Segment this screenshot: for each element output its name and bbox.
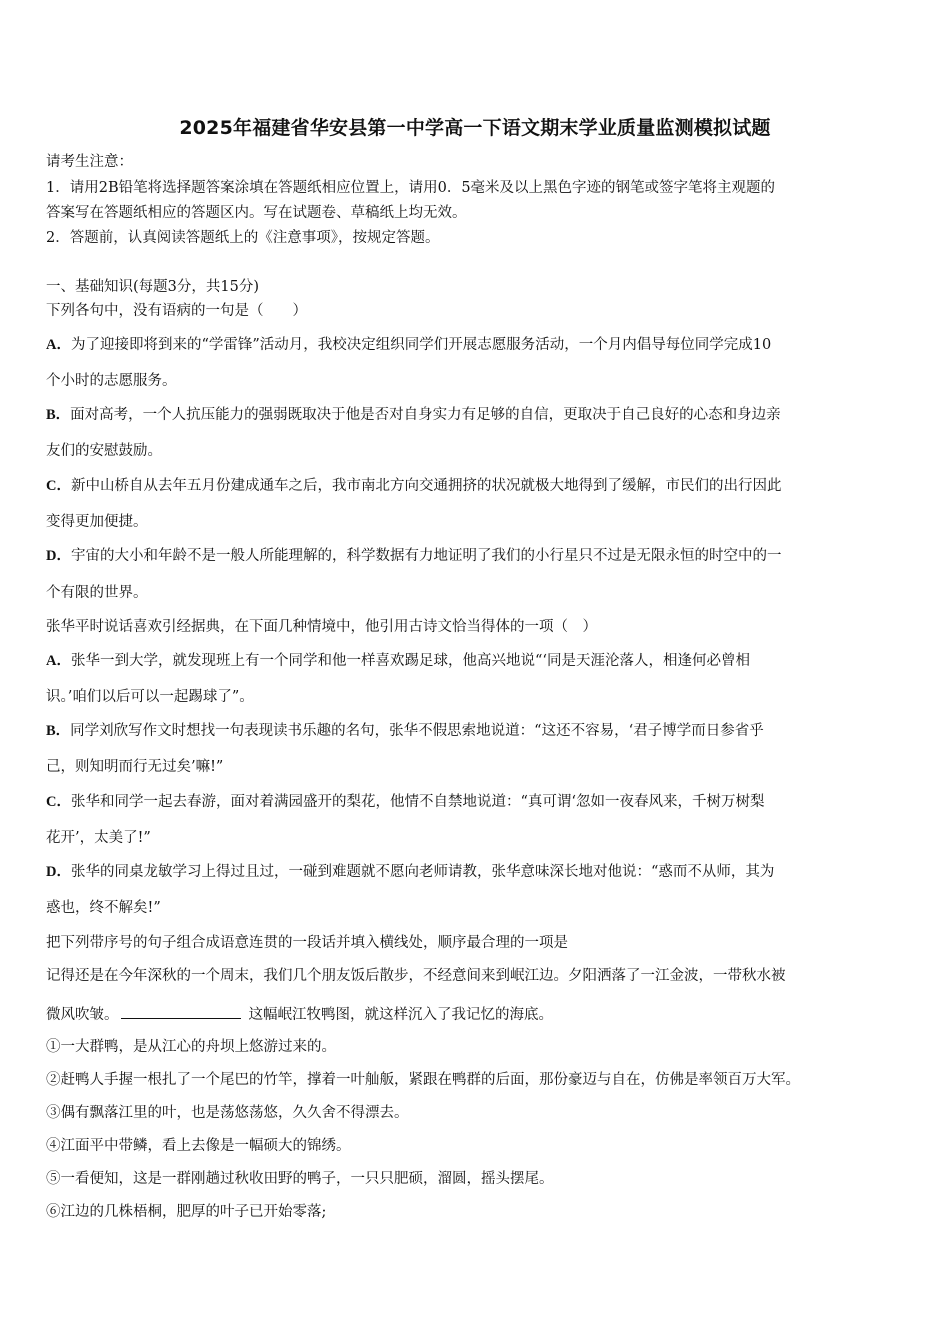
question-1-option-a-cont: 个小时的志愿服务。 [46,373,177,389]
question-1-option-d-cont: 个有限的世界。 [46,585,148,601]
question-2-option-c [46,793,916,811]
question-1-stem: 下列各句中，没有语病的一句是（ ） [46,303,307,319]
option-letter: B． [46,723,71,739]
question-2-option-c-cont: 花开’，太美了!” [46,830,151,846]
option-letter: B． [46,407,71,423]
sentence-4: ④江面平中带鳞，看上去像是一幅硕大的锦绣。 [46,1138,351,1154]
question-3-stem: 把下列带序号的句子组合成语意连贯的一段话并填入横线处，顺序最合理的一项是 [46,935,568,951]
question-2-option-d [46,863,916,881]
question-2-stem: 张华平时说话喜欢引经据典，在下面几种情境中，他引用古诗文恰当得体的一项（ ） [46,619,597,635]
option-letter: A． [46,653,71,669]
passage-text: 这幅岷江牧鸭图，就这样沉入了我记忆的海底。 [248,1007,553,1023]
option-letter: C． [46,478,71,494]
notice-item-1-cont: 答案写在答题纸相应的答题区内。写在试题卷、草稿纸上均无效。 [46,205,467,221]
answer-blank [121,1004,241,1019]
option-text: 宇宙的大小和年龄不是一般人所能理解的，科学数据有力地证明了我们的小行星只不过是无限永恒的时空中的一 [70,548,782,564]
notice-item-1: 1．请用2B铅笔将选择题答案涂填在答题纸相应位置上，请用0．5毫米及以上黑色字迹的钢笔或签字笔将主观题的 [46,180,776,196]
sentence-2: ②赶鸭人手握一根扎了一个尾巴的竹竿，撑着一叶舢舨，紧跟在鸭群的后面，那份豪迈与自在，仿佛是率领百万大军。 [46,1072,800,1088]
option-letter: C． [46,794,71,810]
question-1-option-b [46,406,916,424]
option-letter: D． [46,864,71,880]
sentence-3: ③偶有飘落江里的叶，也是荡悠荡悠，久久舍不得漂去。 [46,1105,409,1121]
question-3-passage: 记得还是在今年深秋的一个周末，我们几个朋友饭后散步，不经意间来到岷江边。夕阳洒落了一江金波，一带秋水被 [46,968,786,984]
question-2-option-a-cont: 识。’咱们以后可以一起踢球了”。 [46,689,254,705]
notice-heading: 请考生注意： [46,154,133,170]
question-2-option-b [46,722,916,740]
question-2-option-a [46,652,916,670]
question-3-passage-cont [46,1004,916,1024]
question-1-option-d [46,547,916,565]
option-text: 面对高考，一个人抗压能力的强弱既取决于他是否对自身实力有足够的自信，更取决于自己良好的心态和身边亲 [70,407,781,423]
option-letter: A． [46,337,71,353]
notice-item-2: 2．答题前，认真阅读答题纸上的《注意事项》，按规定答题。 [46,230,440,246]
option-text: 新中山桥自从去年五月份建成通车之后，我市南北方向交通拥挤的状况就极大地得到了缓解，市民们的出行因此 [70,478,782,494]
exam-title: 2025年福建省华安县第一中学高一下语文期末学业质量监测模拟试题 [179,117,771,139]
option-text: 同学刘欣写作文时想找一句表现读书乐趣的名句，张华不假思索地说道：“这还不容易，‘君子博学而日参省乎 [70,723,764,739]
option-text: 张华一到大学，就发现班上有一个同学和他一样喜欢踢足球，他高兴地说“‘同是天涯沦落人，相逢何必曾相 [70,653,751,669]
option-text: 为了迎接即将到来的“学雷锋”活动月，我校决定组织同学们开展志愿服务活动，一个月内倡导每位同学完成10 [70,337,772,353]
question-1-option-a [46,336,916,354]
sentence-6: ⑥江边的几株梧桐，肥厚的叶子已开始零落; [46,1204,327,1220]
question-1-option-c [46,477,916,495]
question-1-option-b-cont: 友们的安慰鼓励。 [46,443,162,459]
option-text: 张华和同学一起去春游，面对着满园盛开的梨花，他情不自禁地说道：“真可谓‘忽如一夜春风来，千树万树梨 [70,794,765,810]
sentence-1: ①一大群鸭，是从江心的舟坝上悠游过来的。 [46,1039,336,1055]
option-text: 张华的同桌龙敏学习上得过且过，一碰到难题就不愿向老师请教，张华意味深长地对他说：“惑而不从师，其为 [70,864,775,880]
sentence-5: ⑤一看便知，这是一群刚趟过秋收田野的鸭子，一只只肥硕，溜圆，摇头摆尾。 [46,1171,554,1187]
section-heading: 一、基础知识(每题3分，共15分) [46,279,259,295]
option-letter: D． [46,548,71,564]
question-2-option-b-cont: 己，则知明而行无过矣’嘛!” [46,759,224,775]
question-2-option-d-cont: 惑也，终不解矣!” [46,900,161,916]
question-1-option-c-cont: 变得更加便捷。 [46,514,148,530]
passage-text: 微风吹皱。 [46,1007,119,1023]
